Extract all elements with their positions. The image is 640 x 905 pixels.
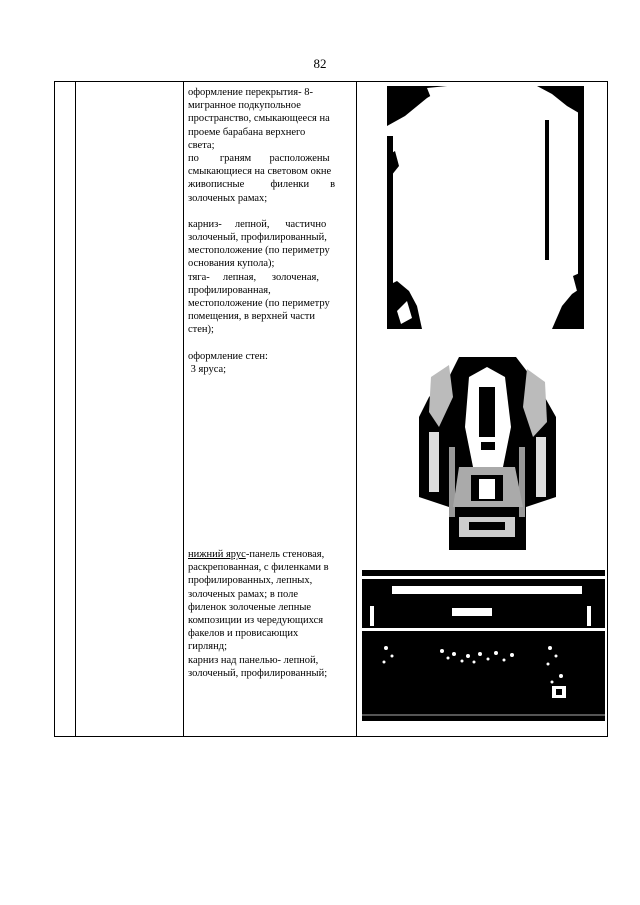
dome-photo [387,86,584,329]
page-number: 82 [313,56,327,71]
lower-tier-paragraph [188,548,354,680]
text-line: золоченых рамах; [188,192,268,204]
text-line: стен); [188,324,214,336]
text-line: основания купола); [188,258,275,270]
text-line: тяга- лепная, золоченая, [188,271,319,283]
text-line: пространство, смыкающееся на [188,113,330,125]
text-line: профилированная, [188,284,271,296]
description-column [188,86,354,680]
text-line: композиции из чередующихся [188,615,324,627]
dome-photo-image [387,86,584,329]
text-line: золоченый, профилированный, [188,232,327,244]
text-line: света; [188,139,215,151]
altar-photo [419,357,556,550]
text-fragment: -панель стеновая, [245,549,325,561]
text-line: помещения, в верхней части [188,311,316,323]
text-line: 3 яруса; [188,363,227,375]
column-divider-1 [75,82,76,736]
text-line: профилированных, лепных, [188,575,313,587]
text-line: живописные филенки в [188,179,336,191]
text-line: филенок золоченые лепные [188,601,312,613]
panels-paragraph [188,152,354,205]
text-line: золоченый, профилированный; [188,667,328,679]
panel-photo [362,566,605,721]
column-divider-3 [356,82,357,736]
walls-paragraph [188,350,354,376]
text-line: проеме барабана верхнего [188,126,306,138]
text-line: мигранное подкупольное [188,100,301,112]
panel-photo-image [362,566,605,721]
text-line: раскрепованная, с филенками в [188,562,329,574]
text-line: гирлянд; [188,641,227,653]
text-line: местоположение (по периметру [188,298,330,310]
altar-photo-image [419,357,556,550]
text-line: карниз над панелью- лепной, [188,654,319,666]
text-line: местоположение (по периметру [188,245,330,257]
rod-paragraph [188,271,354,337]
text-line: смыкающиеся на световом окне [188,166,332,178]
text-line [188,548,354,561]
text-line: оформление стен: [188,350,268,362]
lower-tier-label: нижний ярус [188,549,246,561]
cornice-paragraph [188,218,354,271]
ceiling-paragraph [188,86,354,152]
description-table [54,81,608,737]
text-line: по граням расположены [188,153,330,165]
text-line: карниз- лепной, частично [188,218,327,230]
column-divider-2 [183,82,184,736]
text-line: оформление перекрытия- 8- [188,87,313,98]
text-line: факелов и провисающих [188,628,299,640]
text-line: золоченых рамах; в поле [188,588,299,600]
